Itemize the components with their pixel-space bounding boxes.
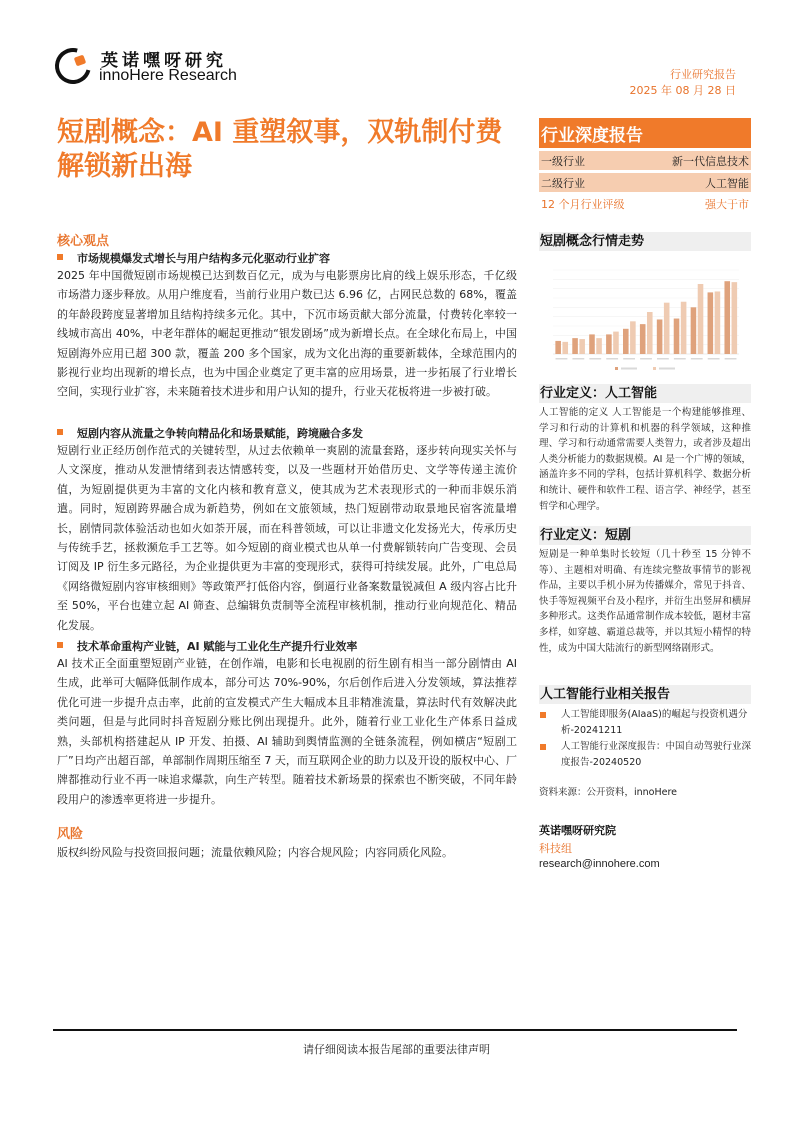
related-report-item[interactable] [539, 739, 751, 770]
ai-definition-body: 人工智能的定义 人工智能是一个构建能够推理、学习和行动的计算机和机器的科学领域，这种推理、学习和行动通常需要人类智力，或者涉及超出人类分析能力的数据规模。AI 是一个广博的领域，涵盖许多不同的学科，包括计算机科学、数据分析和统计、硬件和软件工程、语言学、神经学，甚至哲学和心理学。 [539, 407, 751, 512]
legend-swatch [653, 367, 656, 370]
x-tick-label [674, 358, 686, 360]
chart-bar-series-2 [579, 339, 585, 354]
chart-bar-series-1 [708, 292, 714, 354]
related-report-item[interactable] [539, 707, 751, 738]
brand-name-en: innoHere Research [99, 67, 237, 84]
bullet-square-icon [540, 712, 546, 718]
bullet-square-icon [57, 429, 63, 435]
legend-label [621, 368, 637, 370]
chart-bar-series-2 [715, 291, 721, 354]
industry-label: 二级行业 [541, 176, 585, 190]
bullet-square-icon [57, 642, 63, 648]
brand-logo [55, 46, 255, 88]
section-heading-text: 短剧内容从流量之争转向精品化和场景赋能，跨境融合多发 [77, 427, 363, 440]
page-title: 短剧概念：AI 重塑叙事，双轨制付费解锁新出海 [57, 117, 503, 182]
chart-bar-series-1 [657, 319, 663, 354]
drama-definition-heading: 行业定义：短剧 [539, 526, 751, 545]
section-heading [57, 425, 517, 441]
chart-bar-series-2 [630, 321, 636, 354]
chart-bar-series-2 [681, 302, 687, 354]
chart-bar-series-2 [664, 303, 670, 354]
risk-body: 版权纠纷风险与投资回报问题；流量依赖风险；内容合规风险；内容同质化风险。 [57, 846, 453, 859]
related-report-link[interactable]: 人工智能行业深度报告：中国自动驾驶行业深度报告-20240520 [561, 741, 752, 768]
related-report-link[interactable]: 人工智能即服务(AIaaS)的崛起与投资机遇分析-20241211 [561, 709, 748, 736]
industry-row-level1 [539, 151, 751, 170]
chart-bar-series-1 [640, 324, 646, 354]
chart-bar-series-1 [606, 334, 612, 354]
rating-label: 12 个月行业评级 [541, 198, 625, 211]
report-date: 2025 年 08 月 28 日 [629, 84, 736, 97]
logo-ring-icon [48, 41, 97, 90]
x-tick-label [640, 358, 652, 360]
chart-svg [539, 258, 751, 376]
chart-bar-series-1 [724, 281, 730, 354]
chart-bar-series-1 [691, 307, 697, 354]
section-heading [57, 638, 517, 654]
chart-bar-series-1 [555, 341, 561, 354]
chart-bar-series-2 [596, 338, 602, 354]
x-tick-label [691, 358, 703, 360]
report-category-banner: 行业深度报告 [539, 118, 751, 148]
industry-value: 人工智能 [705, 176, 749, 190]
brand-name-cn: 英诺嘿呀研究 [101, 51, 227, 71]
legend-label [659, 368, 675, 370]
rating-row [539, 196, 751, 212]
x-tick-label [708, 358, 720, 360]
x-tick-label [589, 358, 601, 360]
chart-bar-series-2 [613, 332, 619, 354]
section-heading [57, 250, 517, 266]
section-body: 2025 年中国微短剧市场规模已达到数百亿元，成为与电影票房比肩的线上娱乐形态，千亿级市场潜力逐步释放。从用户维度看，当前行业用户数已达 6.96 亿，占网民总数的 68%，覆盖的年龄段跨度显著增加且结构持续多元化。其中，下沉市场贡献大部分流量，付费转化率较一线城市高出 40%，中老年群体的崛起更推动“银发剧场”成为新增长点。在全球化布局上，中国短剧海外应用已超 300 款，覆盖 200 多个国家，成为文化出海的重要新载体，全球范围内的影视行业均出现新的增长点，也为中国企业奠定了更丰富的应用场景，进一步拓展了行业增长空间，实现行业扩容，未来随着技术进步和用户认知的提升，行业天花板将进一步被打破。 [57, 269, 517, 399]
chart-bar-series-2 [732, 282, 738, 354]
risk-heading: 风险 [57, 827, 84, 842]
chart-bar-series-1 [589, 334, 595, 354]
chart-bar-series-1 [572, 338, 578, 354]
legend-swatch [615, 367, 618, 370]
drama-definition-body: 短剧是一种单集时长较短（几十秒至 15 分钟不等）、主题相对明确、有连续完整故事情节的影视作品，主要以手机小屏为传播媒介，常见于抖音、快手等短视频平台及小程序，并衍生出竖屏和横屏多种形式。这类作品通常制作成本较低，题材丰富多样，如穿越、霸道总裁等，并以其短小精悍的特性，成为中国大陆流行的新型网络剧形式。 [539, 549, 751, 654]
x-tick-label [725, 358, 737, 360]
industry-label: 一级行业 [541, 154, 585, 168]
x-tick-label [606, 358, 618, 360]
industry-value: 新一代信息技术 [672, 154, 749, 168]
chart-bar-series-2 [562, 342, 568, 354]
x-tick-label [572, 358, 584, 360]
chart-bar-series-1 [623, 329, 629, 354]
team-name: 科技组 [539, 842, 572, 855]
x-tick-label [556, 358, 568, 360]
contact-email[interactable]: research@innohere.com [539, 858, 660, 870]
data-source: 资料来源：公开资料，innoHere [539, 787, 678, 798]
x-tick-label [623, 358, 635, 360]
legal-disclaimer: 请仔细阅读本报告尾部的重要法律声明 [303, 1043, 490, 1056]
chart-bar-series-2 [647, 312, 653, 354]
bullet-square-icon [540, 744, 546, 750]
bullet-square-icon [57, 254, 63, 260]
report-type: 行业研究报告 [670, 68, 736, 81]
section-heading-text: 技术革命重构产业链，AI 赋能与工业化生产提升行业效率 [77, 640, 358, 653]
related-reports-heading: 人工智能行业相关报告 [539, 685, 751, 704]
x-tick-label [657, 358, 669, 360]
section-body: AI 技术正全面重塑短剧产业链，在创作端，电影和长电视剧的衍生剧有相当一部分剧情由 AI 生成，此举可大幅降低制作成本，部分可达 70%-90%，尔后创作后进入分发领域，算法推荐优化可进一步提升点击率，此前的宣发模式产生大幅成本且非精准流量，算法时代有效解决此类问题，但是与此同时抖音短剧分账比例出现提升。此外，随着行业工业化生产体系日益成熟，头部机构搭建起从 IP 开发、拍摄、AI 辅助到舆情监测的全链条流程，例如横店“短剧工厂”日均产出超百部，单部制作周期压缩至 7 天，而互联网企业的助力以及开设的版权中心、厂牌都推动行业不再一味追求爆款，向生产转型。随着技术新场景的探索也不断突破，不同年龄段用户的渗透率更将进一步提升。 [57, 657, 517, 806]
chart-bar-series-2 [698, 284, 704, 354]
footer-divider [53, 1029, 737, 1031]
related-reports-list [539, 707, 751, 771]
section-heading-text: 市场规模爆发式增长与用户结构多元化驱动行业扩容 [77, 252, 330, 265]
chart-heading: 短剧概念行情走势 [539, 232, 751, 251]
ai-definition-heading: 行业定义：人工智能 [539, 384, 751, 403]
chart-bar-series-1 [674, 319, 680, 354]
core-heading: 核心观点 [57, 234, 110, 249]
institute-name: 英诺嘿呀研究院 [539, 824, 616, 837]
industry-row-level2 [539, 173, 751, 192]
section-body: 短剧行业正经历创作范式的关键转型，从过去依赖单一爽剧的流量套路，逐步转向现实关怀与人文深度，推动从发泄情绪到表达情感转变，以及一些题材开始借历史、文学等传递主流价值，为短剧提供更为丰富的文化内核和教育意义，使其成为艺术表现形式的一种而非娱乐消遣。同时，短剧跨界融合成为新趋势，例如在文旅领域，热门短剧带动取景地民宿客流量增长，剧情同款体验活动也如火如荼开展，而在科普领域，可以让非遗文化发扬光大，传承历史与传统手艺，拯救濒危手工艺等。如今短剧的商业模式也从单一付费解锁转向广告变现、会员订阅及 IP 衍生多元路径，为企业提供更为丰富的变现形式，获得可持续发展。此外，广电总局《网络微短剧内容审核细则》等政策严打低俗内容，倒逼行业备案数量锐减但 A 级内容占比升至 50%，平台也建立起 AI 筛查、总编辑负责制等全流程审核机制，推动行业向规范化、精品化发展。 [57, 444, 517, 632]
rating-value: 强大于市 [705, 198, 749, 211]
market-trend-chart [539, 258, 751, 376]
